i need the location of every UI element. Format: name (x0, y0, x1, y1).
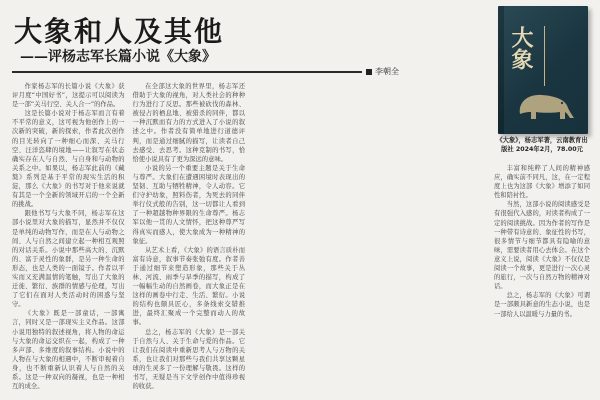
cover-divider (544, 26, 545, 86)
headline-rule (12, 71, 362, 73)
paragraph: 总之，杨志军的《大象》是一部关于自然与人、关于生命与爱的作品。它让我们在阅读中重新思考人与万物的关系，也让我们对那些与我们共享这颗星球的生灵多了一份理解与敬畏。这样的书写，无疑是当下文学创作中值得珍视的收获。 (132, 328, 245, 391)
subheadline: ——评杨志军长篇小说《大象》 (20, 49, 216, 65)
paragraph: 丰富和纯粹了人间的精神感应，确实前不同凡，这，在一定程度上也为这部《大象》增添了如同性和陪衬性。 (494, 165, 590, 200)
author-name: 李朝全 (375, 67, 399, 76)
paragraph: 当然，这部小说的阅读感受是有很强代入感的，对读者构成了一定的阅读挑战。因为作者的写作是一种带有诗意的、象征性的书写，很多情节与细节都具有隐喻的意味，需要读者用心去体会。在这个意义上说，阅读《大象》不仅仅是阅读一个故事，更是进行一次心灵的旅行，一次与自然万物的精神对话。 (494, 201, 590, 291)
paragraph: 在全部这大象的世界里，杨志军还借助于大象的视角，对人类社会的种种行为进行了反思。那些被砍伐的森林、被侵占的栖息地、被猎杀的同伴，都以一种沉默而有力的方式进入了小说的叙述之中。作者没有简单地进行道德评判，而是通过细腻的描写，让读者自己去感受、去思考。这种克制的书写，恰恰使小说具有了更为深远的意味。 (132, 83, 245, 163)
side-column (494, 164, 590, 398)
headline: 大象和人及其他 (14, 15, 225, 48)
elephant-icon (512, 88, 578, 122)
book-cover-title: 大象 (508, 26, 534, 70)
book-cover-image (498, 6, 588, 134)
paragraph: 作家杨志军的长篇小说《大象》获评月度“中国好书”，这提示可以阅读为是一部“关马行空、关人合一”的作品。 (12, 83, 125, 109)
paragraph: 《大象》既是一部童话，一部寓言，同时又是一部现实主义作品。这部小说用独特的叙述视角，将人物的命运与大象的命运交织在一起，构成了一种多声部、多维度的叙事结构。小说中的人物在与大象的相遇中，不断审视着自身，也不断重新认识着人与自然的关系。这是一种双向的凝视，也是一种相互的成全。 (12, 310, 125, 391)
article-body (12, 82, 486, 398)
paragraph: 这是长篇小说对于杨志军而言有着不平常的意义，这可视为他创作上的一次新的突破，新的探索，作者此次创作的目光转向了一种细心而深、关马行空、汪洋恣肆的境地——让叙写在状态确实存在人与自然、与自身和与动物的关系之中。如果以，杨志军此前的《藏獒》系列是基于平常的现实生活的积淀，那么《大象》的书写对于他来说就有其是一个全新的领域开启的一个全新的挑战。 (12, 110, 125, 209)
byline-marker-icon (366, 69, 372, 75)
paragraph: 跟他书写与大象不同，杨志军在这部小说里对大象的描写，显然并不仅仅是单纯的动物写作，而是在人与动物之间、人与自然之间建立起一种相互观照的对话关系。小说中那些高大的、沉默的、富于灵性的象群，是另一种生命的形态，也是人类的一面镜子。作者以平实而又充满温情的笔触，写出了大象的迁徙、繁衍、族群的情感与伦理，写出了它们在面对人类活动时的困惑与坚守。 (12, 210, 125, 309)
paragraph: 小说的另一个重要主题是关于生命与尊严。大象们在遭遇困境时表现出的坚韧、互助与牺牲精神，令人动容。它们守护幼象，照料伤者，为死去的同伴举行仪式般的告别，这一切都让人看到了一种超越物种界限的生命尊严。杨志军以他一贯的人文情怀，把这种尊严写得真实而感人，使大象成为一种精神的象征。 (132, 164, 245, 245)
book-caption: 《大象》，杨志军著，云南教育出版社 2024年2月，78.00元 (496, 137, 588, 153)
paragraph: 总之，杨志军的《大象》可谓是一部颇具新意的生态小说，也是一部给人以温暖与力量的书。 (494, 292, 590, 318)
paragraph: 从艺术上看，《大象》的语言质朴而富有诗意，叙事节奏张弛有度。作者善于通过细节来塑造形象，那些关于丛林、河流、雨季与旱季的描写，构成了一幅幅生动的自然画卷，而大象正是在这样的画卷中行走、生活、繁衍。小说的结构也颇具匠心，多条线索交错推进，最终汇聚成一个完整而动人的故事。 (132, 246, 245, 327)
byline (366, 66, 399, 77)
book-spine (498, 6, 504, 134)
